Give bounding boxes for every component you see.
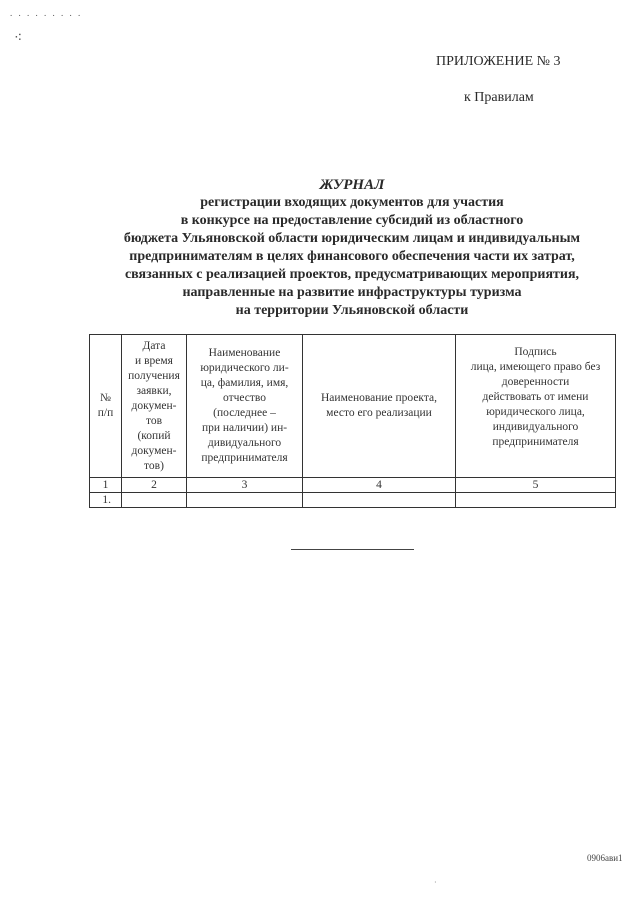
table-row — [90, 493, 616, 508]
header-line: место его реализации — [326, 407, 432, 419]
title-line: в конкурсе на предоставление субсидий из областного — [180, 213, 524, 228]
appendix-label: ПРИЛОЖЕНИЕ № 3 — [436, 54, 561, 69]
title-line: ЖУРНАЛ — [319, 177, 385, 193]
header-line: и время — [135, 354, 173, 367]
header-applicant-name — [187, 335, 303, 478]
table-cell — [187, 493, 303, 508]
header-line: при наличии) ин- — [201, 422, 288, 434]
header-line: лица, имеющего право без — [470, 361, 601, 373]
header-line: действовать от имени — [482, 391, 589, 403]
header-line: (последнее – — [213, 407, 276, 419]
title-line: бюджета Ульяновской области юридическим лицам и индивидуальным — [123, 231, 581, 246]
column-number: 2 — [122, 478, 187, 493]
header-line: докумен- — [131, 444, 177, 457]
scan-artifact-mark: ⁖ — [14, 31, 23, 46]
header-line: № — [100, 392, 111, 404]
header-line: дивидуального — [207, 437, 282, 449]
header-line: тов — [145, 414, 163, 427]
header-line: доверенности — [501, 376, 570, 388]
to-rules-label: к Правилам — [464, 90, 534, 105]
column-number-row — [90, 478, 616, 493]
header-line: предпринимателя — [492, 436, 579, 448]
separator-line — [291, 549, 414, 550]
table-cell — [456, 493, 616, 508]
header-line: юридического лица, — [486, 406, 585, 418]
header-date — [122, 335, 187, 478]
title-line: направленные на развитие инфраструктуры туризма — [182, 285, 522, 300]
table-cell — [303, 493, 456, 508]
header-line: индивидуального — [492, 421, 579, 433]
journal-title — [80, 176, 624, 320]
header-line: юридического ли- — [200, 362, 289, 374]
header-line: получения — [128, 369, 180, 382]
column-number: 3 — [187, 478, 303, 493]
header-line: отчество — [222, 392, 267, 404]
table-cell — [122, 493, 187, 508]
title-line: регистрации входящих документов для участия — [200, 195, 504, 210]
column-number: 5 — [456, 478, 616, 493]
footer-code: 0906ави1 — [587, 853, 623, 863]
header-line: заявки, — [136, 384, 172, 397]
header-line: Наименование — [208, 347, 281, 359]
header-line: предпринимателя — [201, 452, 288, 464]
scan-artifact-dot: · — [434, 878, 437, 887]
header-line: докумен- — [131, 399, 177, 412]
header-line: тов) — [144, 459, 164, 472]
header-line: Наименование проекта, — [321, 392, 437, 404]
header-line: Дата — [142, 339, 166, 352]
scan-artifact-dots: . . . . . . . . . — [10, 8, 83, 18]
journal-table — [89, 334, 616, 508]
title-line: на территории Ульяновской области — [235, 303, 469, 318]
header-line: п/п — [97, 407, 114, 419]
header-line: ца, фамилия, имя, — [200, 377, 289, 389]
column-number: 1 — [90, 478, 122, 493]
header-line: (копий — [137, 429, 171, 442]
header-project-name — [303, 335, 456, 478]
table-cell: 1. — [90, 493, 122, 508]
table-header-row — [90, 335, 616, 478]
header-signature — [456, 335, 616, 478]
title-line: предпринимателям в целях финансового обеспечения части их затрат, — [129, 249, 575, 264]
header-line: Подпись — [514, 346, 557, 358]
header-number — [90, 335, 122, 478]
column-number: 4 — [303, 478, 456, 493]
title-line: связанных с реализацией проектов, предусматривающих мероприятия, — [124, 267, 580, 282]
